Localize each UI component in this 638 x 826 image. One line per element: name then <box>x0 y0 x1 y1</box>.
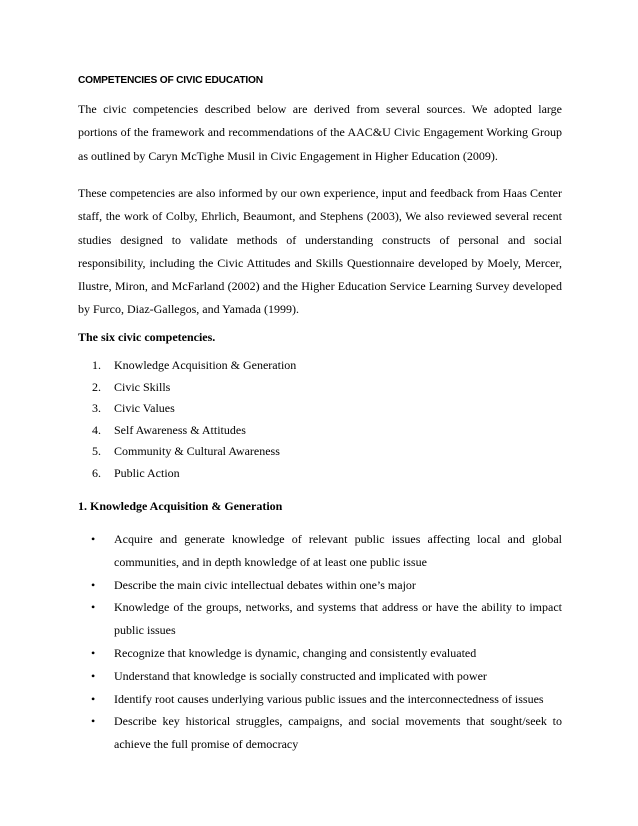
list-item <box>78 463 562 485</box>
list-item <box>78 377 562 399</box>
bullet-icon: • <box>91 645 96 660</box>
bullet-item <box>78 574 562 597</box>
bullet-item <box>78 665 562 688</box>
bullet-icon: • <box>91 714 96 729</box>
bullet-icon: • <box>91 600 96 615</box>
bullet-item <box>78 710 562 756</box>
list-item-label: Knowledge Acquisition & Generation <box>114 358 297 372</box>
list-item-number: 1. <box>92 358 101 372</box>
list-item-number: 3. <box>92 401 101 416</box>
bullet-item <box>78 688 562 711</box>
bullet-text: Acquire and generate knowledge of relevant public issues affecting local and global communities, and in depth knowledge of at least one public issue <box>114 532 562 569</box>
section-heading-knowledge: 1. Knowledge Acquisition & Generation <box>78 499 283 513</box>
list-item-label: Public Action <box>114 465 180 480</box>
knowledge-bullet-list <box>78 528 562 756</box>
bullet-text: Understand that knowledge is socially constructed and implicated with power <box>114 668 487 683</box>
list-item <box>78 398 562 420</box>
bullet-item <box>78 642 562 665</box>
list-item-number: 2. <box>92 379 101 394</box>
list-item-label: Civic Skills <box>114 379 171 394</box>
document-title: COMPETENCIES OF CIVIC EDUCATION <box>78 75 263 86</box>
sources-paragraph: These competencies are also informed by our own experience, input and feedback from Haas Center staff, the work of Colby, Ehrlich, Beaumont, and Stephens (2003), We also reviewed several recent studies designed to validate methods of understanding constructs of personal and social responsibility, including the Civic Attitudes and Skills Questionnaire developed by Moely, Mercer, Ilustre, Miron, and McFarland (2002) and the Higher Education Service Learning Survey developed by Furco, Diaz-Gallegos, and Yamada (1999). <box>78 186 562 317</box>
bullet-text: Knowledge of the groups, networks, and systems that address or have the ability to impact public issues <box>114 600 562 638</box>
list-item <box>78 355 562 377</box>
list-item-label: Civic Values <box>114 401 175 416</box>
bullet-text: Identify root causes underlying various public issues and the interconnectedness of issues <box>114 691 544 706</box>
competencies-list <box>78 355 562 485</box>
bullet-icon: • <box>91 668 96 683</box>
intro-paragraph: The civic competencies described below are derived from several sources. We adopted large portions of the framework and recommendations of the AAC&U Civic Engagement Working Group as outlined by Caryn McTighe Musil in Civic Engagement in Higher Education (2009). <box>78 102 562 163</box>
bullet-icon: • <box>91 532 96 546</box>
bullet-text: Describe the main civic intellectual debates within one’s major <box>114 577 416 592</box>
bullet-text: Recognize that knowledge is dynamic, changing and consistently evaluated <box>114 645 477 660</box>
competencies-heading: The six civic competencies. <box>78 330 216 344</box>
list-item-label: Community & Cultural Awareness <box>114 444 280 459</box>
list-item-number: 5. <box>92 444 101 459</box>
list-item <box>78 441 562 463</box>
list-item-label: Self Awareness & Attitudes <box>114 422 246 437</box>
list-item-number: 4. <box>92 422 101 437</box>
list-item-number: 6. <box>92 465 101 480</box>
bullet-text: Describe key historical struggles, campaigns, and social movements that sought/seek to achieve the full promise of democracy <box>114 714 562 752</box>
bullet-icon: • <box>91 577 96 592</box>
bullet-icon: • <box>91 691 96 706</box>
list-item <box>78 420 562 442</box>
bullet-item <box>78 596 562 642</box>
bullet-item <box>78 528 562 574</box>
